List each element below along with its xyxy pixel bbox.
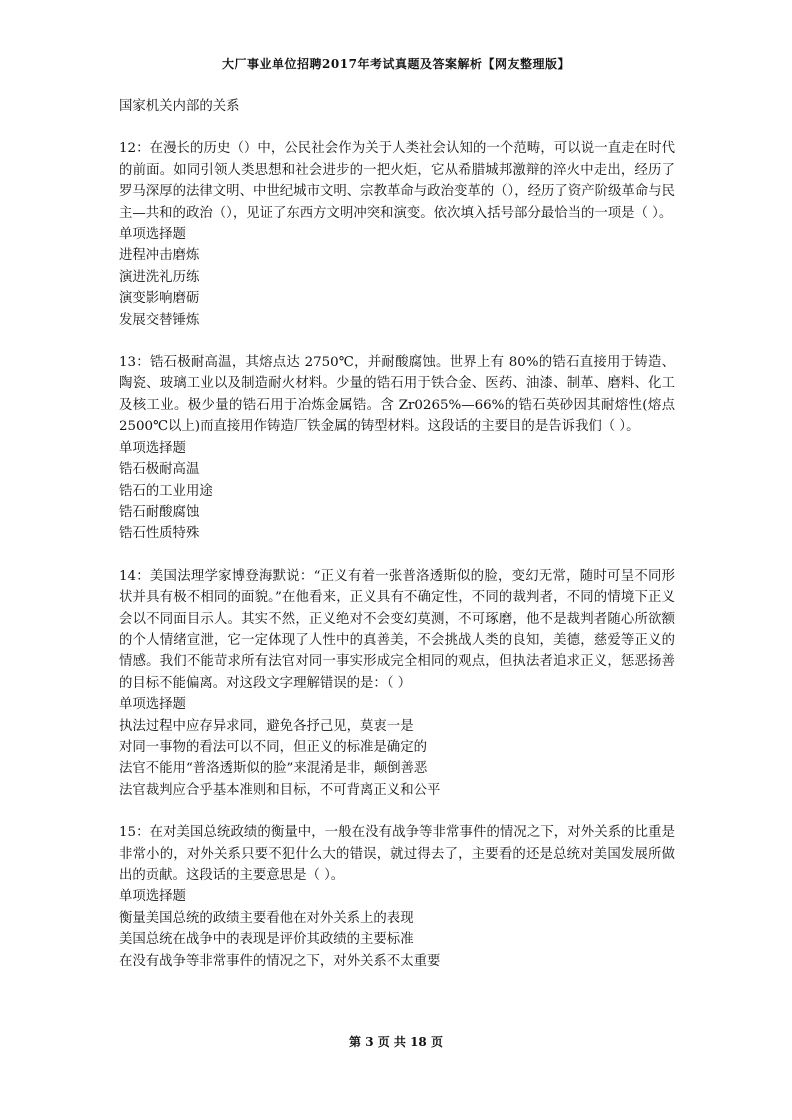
question-type: 单项选择题 — [119, 440, 186, 456]
option: 锆石的工业用途 — [119, 483, 213, 499]
option: 对同一事物的看法可以不同，但正义的标准是确定的 — [119, 739, 427, 755]
option: 执法过程中应存异求同，避免各抒己见，莫衷一是 — [119, 718, 414, 734]
option: 演进洗礼历练 — [119, 269, 200, 285]
page-number: 第 3 页 共 18 页 — [349, 1035, 443, 1049]
question-stem: 14：美国法理学家博登海默说：“正义有着一张普洛透斯似的脸，变幻无常，随时可呈不同形状并具有极不相同的面貌。”在他看来，正义具有不确定性，不同的裁判者，不同的情境下正义会以不同面目示人。其实不然，正义绝对不会变幻莫测，不可琢磨，他不是裁判者随心所欲额的个人情绪宣泄，它一定体现了人性中的真善美，不会挑战人类的良知，美德，慈爱等正义的情感。我们不能苛求所有法官对同一事实形成完全相同的观点，但执法者追求正义，惩恶扬善的目标不能偏离。对这段文字理解错误的是：（ ） — [119, 568, 675, 691]
question-type: 单项选择题 — [119, 889, 186, 905]
question-13 — [119, 352, 675, 545]
question-type: 单项选择题 — [119, 697, 186, 713]
question-12 — [119, 138, 675, 331]
option: 美国总统在战争中的表现是评价其政绩的主要标准 — [119, 932, 414, 948]
option: 在没有战争等非常事件的情况之下，对外关系不太重要 — [119, 953, 441, 969]
question-type: 单项选择题 — [119, 227, 186, 243]
option: 法官不能用“普洛透斯似的脸”来混淆是非，颠倒善恶 — [119, 761, 428, 777]
option: 衡量美国总统的政绩主要看他在对外关系上的表现 — [119, 910, 414, 926]
question-14 — [119, 566, 675, 801]
option: 发展交替锤炼 — [119, 312, 200, 328]
option: 锆石极耐高温 — [119, 462, 200, 478]
intro-line: 国家机关内部的关系 — [119, 99, 240, 114]
option: 进程冲击磨炼 — [119, 248, 200, 264]
option: 法官裁判应合乎基本准则和目标，不可背离正义和公平 — [119, 782, 441, 798]
question-stem: 13：锆石极耐高温，其熔点达 2750℃，并耐酸腐蚀。世界上有 80%的锆石直接用于铸造、陶瓷、玻璃工业以及制造耐火材料。少量的锆石用于铁合金、医药、油漆、制革、磨料、化工及核工业。极少量的锆石用于冶炼金属锆。含 Zr0265%—66%的锆石英砂因其耐熔性(熔点 2500℃以上)而直接用作铸造厂铁金属的铸型材料。这段话的主要目的是告诉我们（ ）。 — [119, 355, 675, 435]
question-stem: 15：在对美国总统政绩的衡量中，一般在没有战争等非常事件的情况之下，对外关系的比重是非常小的，对外关系只要不犯什么大的错误，就过得去了，主要看的还是总统对美国发展所做出的贡献。这段话的主要意思是（ ）。 — [119, 825, 675, 883]
question-stem: 12：在漫长的历史（）中，公民社会作为关于人类社会认知的一个范畴，可以说一直走在时代的前面。如同引领人类思想和社会进步的一把火炬，它从希腊城邦激辩的淬火中走出，经历了罗马深厚的法律文明、中世纪城市文明、宗教革命与政治变革的（），经历了资产阶级革命与民主—共和的政治（），见证了东西方文明冲突和演变。依次填入括号部分最恰当的一项是（ ）。 — [119, 141, 675, 221]
option: 锆石性质特殊 — [119, 526, 200, 542]
document-body — [119, 96, 675, 972]
option: 演变影响磨砺 — [119, 291, 200, 307]
question-15 — [119, 822, 675, 972]
option: 锆石耐酸腐蚀 — [119, 504, 200, 520]
page-header-title: 大厂事业单位招聘2017年考试真题及答案解析【网友整理版】 — [222, 57, 570, 71]
